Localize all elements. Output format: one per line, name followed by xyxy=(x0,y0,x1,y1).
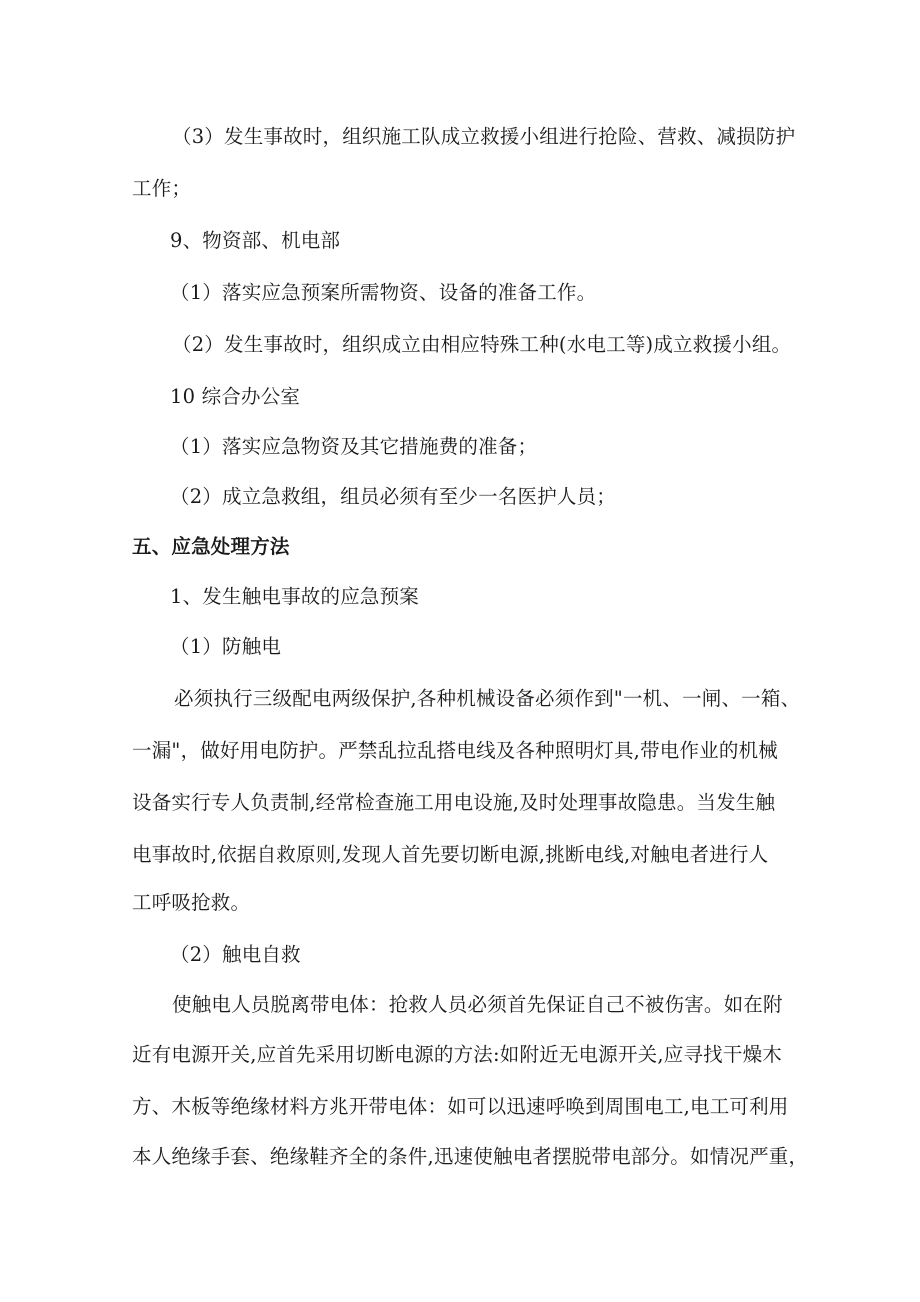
paragraph-line: 工呼吸抢救。 xyxy=(132,891,251,914)
paragraph-line: 电事故时,依据自救原则,发现人首先要切断电源,挑断电线,对触电者进行人 xyxy=(132,843,769,866)
paragraph-line: 使触电人员脱离带电体：抢救人员必须首先保证自己不被伤害。如在附 xyxy=(172,993,783,1016)
paragraph-line: 设备实行专人负责制,经常检查施工用电设施,及时处理事故隐患。当发生触 xyxy=(132,791,776,814)
paragraph-line: 工作； xyxy=(132,177,192,200)
paragraph-line: 必须执行三级配电两级保护,各种机械设备必须作到"一机、一闸、一箱、 xyxy=(174,687,801,710)
paragraph-line: 一漏"，做好用电防护。严禁乱拉乱搭电线及各种照明灯具,带电作业的机械 xyxy=(132,739,778,762)
paragraph-line: （3）发生事故时，组织施工队成立救援小组进行抢险、营救、减损防护 xyxy=(172,125,796,148)
list-item: （1）落实应急预案所需物资、设备的准备工作。 xyxy=(170,281,597,304)
section-item-title: 10 综合办公室 xyxy=(170,385,301,408)
section-heading: 五、应急处理方法 xyxy=(132,535,290,558)
list-item: （2）成立急救组，组员必须有至少一名医护人员； xyxy=(170,485,617,508)
list-item: （1）落实应急物资及其它措施费的准备； xyxy=(170,435,538,458)
paragraph-line: 方、木板等绝缘材料方兆开带电体：如可以迅速呼唤到周围电工,电工可利用 xyxy=(132,1095,789,1118)
subsection-heading: 1、发生触电事故的应急预案 xyxy=(170,585,420,608)
section-item-title: 9、物资部、机电部 xyxy=(170,229,341,252)
paragraph-line: 近有电源开关,应首先采用切断电源的方法:如附近无电源开关,应寻找干燥木 xyxy=(132,1043,782,1066)
list-item: （2）触电自救 xyxy=(170,943,301,966)
list-item: （2）发生事故时，组织成立由相应特殊工种(水电工等)成立救援小组。 xyxy=(172,333,792,356)
paragraph-line: 本人绝缘手套、绝缘鞋齐全的条件,迅速使触电者摆脱带电部分。如情况严重， xyxy=(132,1145,809,1168)
list-item: （1）防触电 xyxy=(170,635,282,658)
